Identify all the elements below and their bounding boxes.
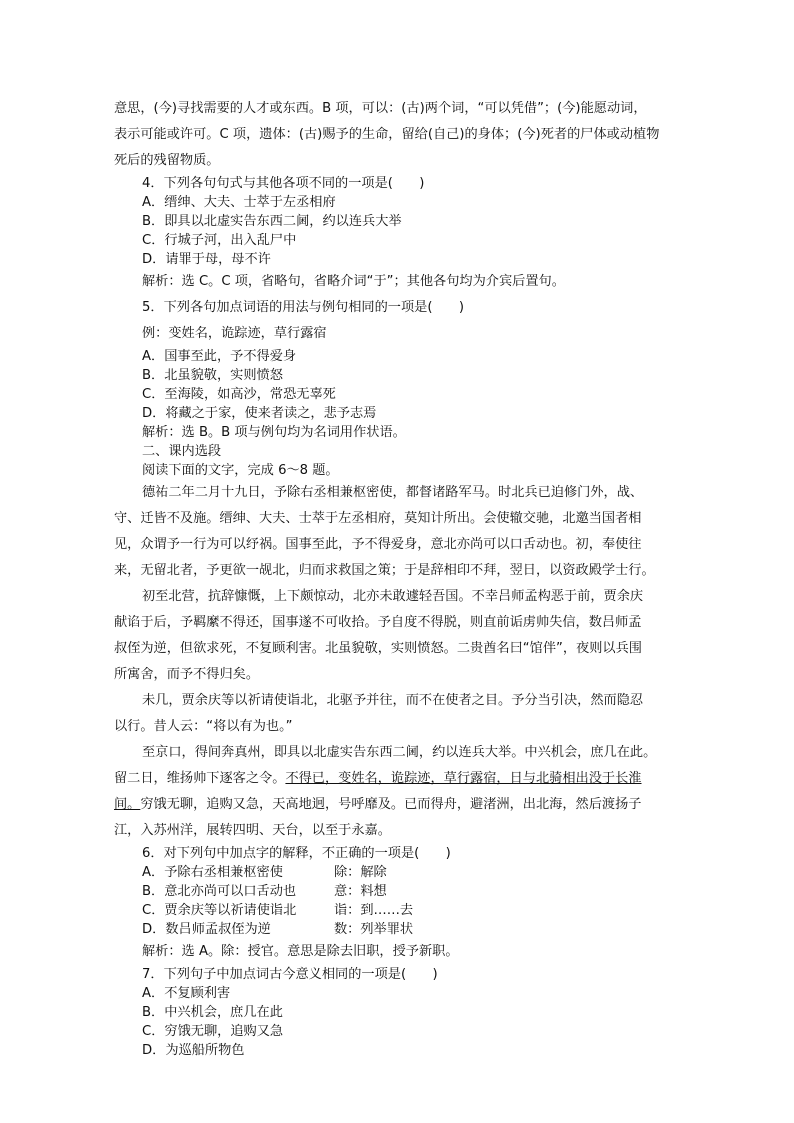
option-gloss: 意：料想 xyxy=(334,884,387,899)
passage-line: 见，众谓予一行为可以纾祸。国事至此，予不得爱身，意北亦尚可以口舌动也。初，奉使往 xyxy=(114,537,642,552)
passage-line: 守、迁皆不及施。缙绅、大夫、士萃于左丞相府，莫知计所出。会使辙交驰，北邀当国者相 xyxy=(114,511,642,526)
option-d: D．将藏之于家，使来者读之，悲予志焉 xyxy=(142,406,377,421)
section-title: 二、课内选段 xyxy=(142,444,222,459)
passage-line: 来，无留北者，予更欲一觇北，归而求救国之策；于是辞相印不拜，翌日，以资政殿学士行。 xyxy=(114,563,655,578)
intro-paragraph xyxy=(114,96,684,174)
option-a: A．不复顾利害 xyxy=(142,986,231,1001)
question-5 xyxy=(114,295,684,442)
passage-line: 初至北营，抗辞慷慨，上下颇惊动，北亦未敢遽轻吾国。不幸吕师孟构恶于前，贾余庆 xyxy=(142,589,644,604)
option-d: D．请罪于母，母不许 xyxy=(142,252,271,267)
question-4 xyxy=(114,174,684,295)
section-instruction: 阅读下面的文字，完成 6～8 题。 xyxy=(142,463,339,478)
text-line: 死后的残留物质。 xyxy=(114,153,220,168)
question-7 xyxy=(114,965,684,1060)
option-c xyxy=(114,901,684,920)
section-2 xyxy=(114,442,684,480)
option-gloss: 诣：到……去 xyxy=(334,903,414,918)
question-stem: 5．下列各句加点词语的用法与例句相同的一项是( ) xyxy=(142,300,464,315)
option-gloss: 除：解除 xyxy=(334,865,387,880)
passage-line: 德祐二年二月十九日，予除右丞相兼枢密使，都督诸路军马。时北兵已迫修门外，战、 xyxy=(142,485,644,500)
option-b: B．即具以北虚实告东西二阃，约以连兵大举 xyxy=(142,214,402,229)
passage-line: 叔侄为逆，但欲求死，不复顾利害。北虽貌敬，实则愤怒。二贵酋名曰“馆伴”，夜则以兵围 xyxy=(114,641,642,656)
option-sentence: D．数吕师孟叔侄为逆 xyxy=(142,922,271,937)
question-6 xyxy=(114,844,684,965)
answer-explanation: 解析：选 A。除：授官。意思是除去旧职，授予新职。 xyxy=(142,944,459,959)
text-line: 表示可能或许可。C 项，遗体：(古)赐予的生命，留给(自己)的身体；(今)死者的尸体或动植物 xyxy=(114,127,660,142)
option-sentence: B．意北亦尚可以口舌动也 xyxy=(142,884,297,899)
passage-line xyxy=(114,766,684,792)
text-line: 意思，(今)寻找需要的人才或东西。B 项，可以：(古)两个词，“可以凭借”；(今)能愿动词， xyxy=(114,101,647,116)
option-c: C．穷饿无聊，追购又急 xyxy=(142,1024,284,1039)
passage-text: 穷饿无聊，追购又急，天高地迥，号呼靡及。已而得舟，避渚洲，出北海，然后渡扬子 xyxy=(140,797,642,812)
option-a xyxy=(114,863,684,882)
passage-line: 江，入苏州洋，展转四明、天台，以至于永嘉。 xyxy=(114,823,391,838)
option-d xyxy=(114,920,684,939)
passage xyxy=(114,480,684,844)
answer-explanation: 解析：选 B。B 项与例句均为名词用作状语。 xyxy=(142,425,406,440)
passage-line: 所寓舍，而予不得归矣。 xyxy=(114,667,260,682)
passage-line: 以行。昔人云：“将以有为也。” xyxy=(114,719,293,734)
underlined-sentence: 不得已，变姓名，诡踪迹，草行露宿，日与北骑相出没于长淮 xyxy=(285,771,642,786)
option-b: B．北虽貌敬，实则愤怒 xyxy=(142,368,283,383)
option-sentence: C．贾余庆等以祈请使诣北 xyxy=(142,903,297,918)
passage-line: 未几，贾余庆等以祈请使诣北，北驱予并往，而不在使者之目。予分当引决，然而隐忍 xyxy=(142,693,644,708)
option-c: C．行城子河，出入乱尸中 xyxy=(142,233,297,248)
answer-explanation: 解析：选 C。C 项，省略句，省略介词“于”；其他各句均为介宾后置句。 xyxy=(142,274,565,289)
option-b: B．中兴机会，庶几在此 xyxy=(142,1005,283,1020)
passage-line xyxy=(114,792,684,818)
question-stem: 4．下列各句句式与其他各项不同的一项是( ) xyxy=(142,176,425,191)
option-c: C．至海陵，如高沙，常恐无辜死 xyxy=(142,387,336,402)
option-b xyxy=(114,882,684,901)
question-stem: 6．对下列句中加点字的解释，不正确的一项是( ) xyxy=(142,846,451,861)
passage-text: 留二日，维扬帅下逐客之令。 xyxy=(114,771,286,786)
passage-line: 献谄于后，予羁縻不得还，国事遂不可收拾。予自度不得脱，则直前诟虏帅失信，数吕师孟 xyxy=(114,615,642,630)
document-page xyxy=(114,96,684,1060)
underlined-sentence: 间。 xyxy=(114,797,141,812)
passage-line: 至京口，得间奔真州，即具以北虚实告东西二阃，约以连兵大举。中兴机会，庶几在此。 xyxy=(142,745,657,760)
option-a: A．缙绅、大夫、士萃于左丞相府 xyxy=(142,195,336,210)
example-sentence: 例：变姓名，诡踪迹，草行露宿 xyxy=(142,326,327,341)
option-sentence: A．予除右丞相兼枢密使 xyxy=(142,865,283,880)
option-a: A．国事至此，予不得爱身 xyxy=(142,349,297,364)
option-d: D．为巡船所物色 xyxy=(142,1043,245,1058)
option-gloss: 数：列举罪状 xyxy=(334,922,414,937)
question-stem: 7．下列句子中加点词古今意义相同的一项是( ) xyxy=(142,967,438,982)
